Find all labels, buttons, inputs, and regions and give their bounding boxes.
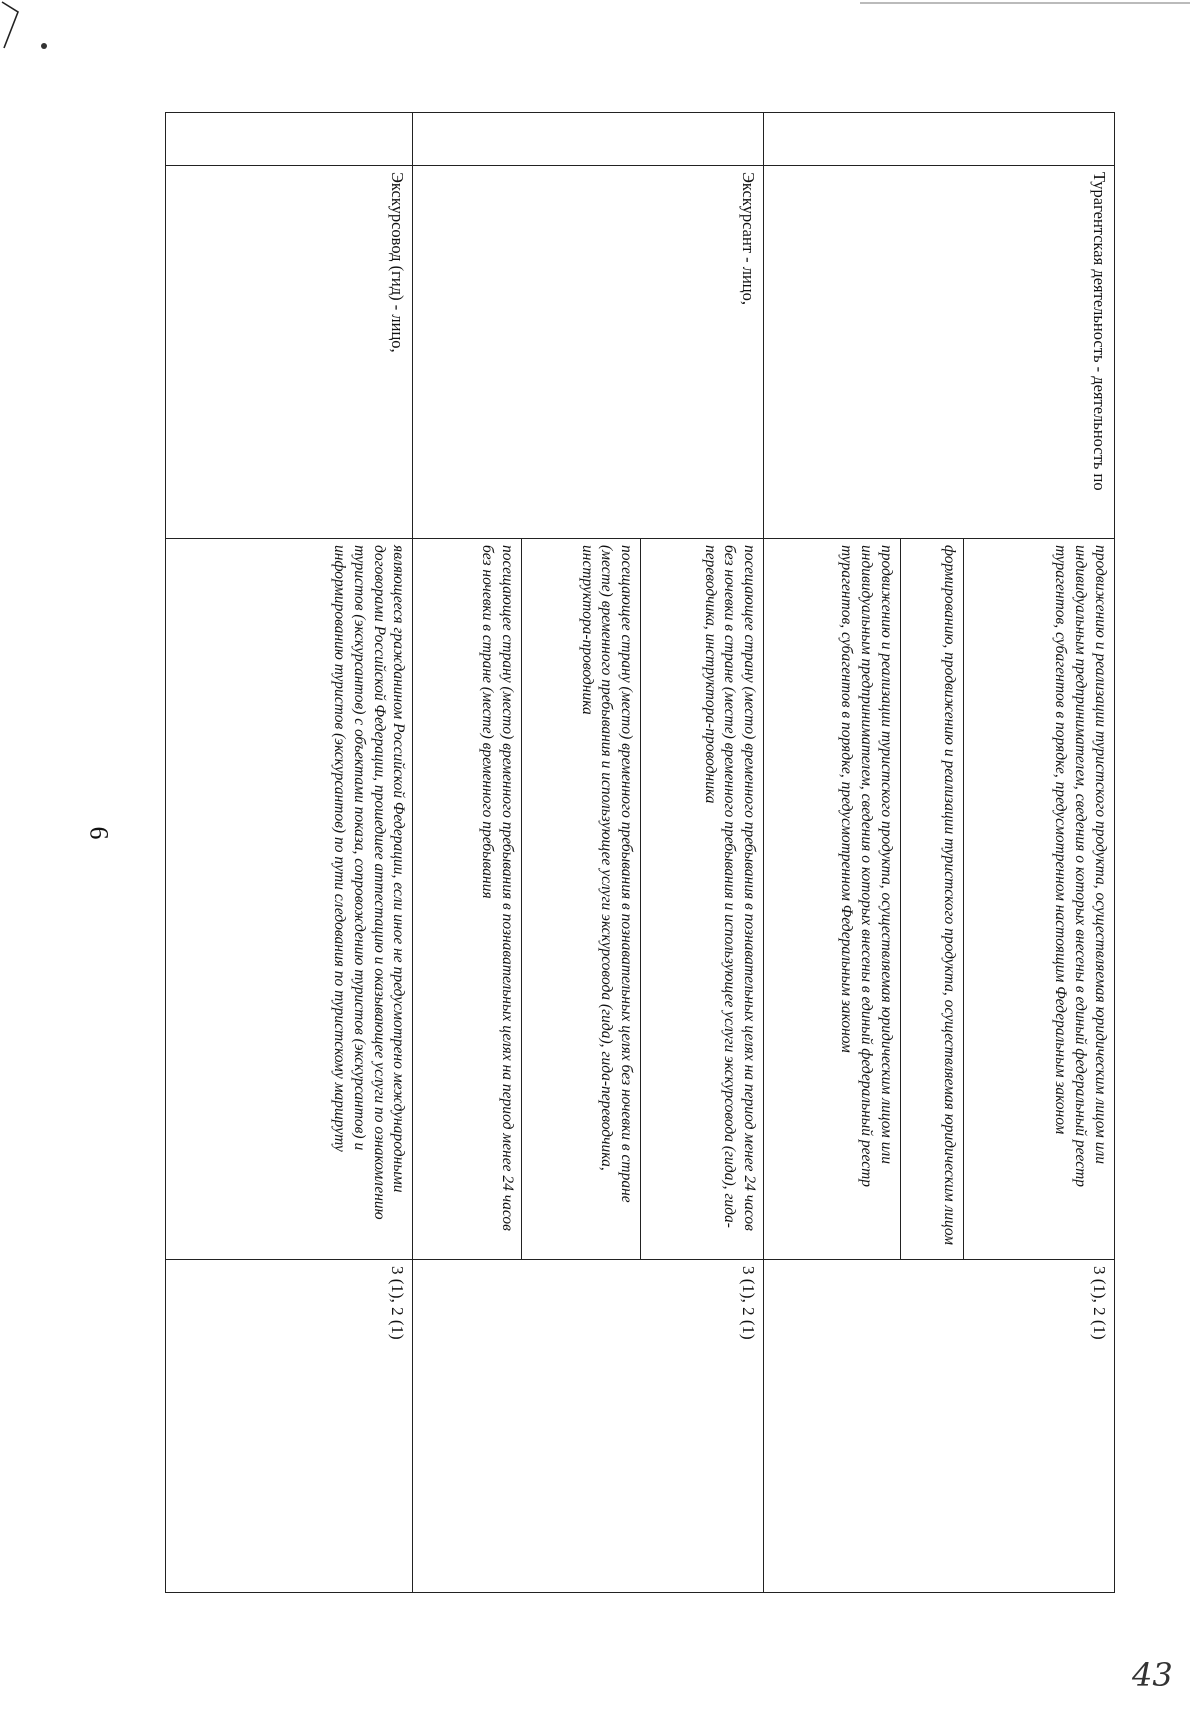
handwritten-number: 43 (1132, 1656, 1173, 1694)
scan-edge-line (860, 2, 1190, 4)
term-cell: Экскурсант - лицо, (413, 166, 764, 539)
definition-option: посещающее страну (место) временного пребывания в познавательных целях без ночевки в стране (месте) временного пребывания и использующее услуги экскурсовода (гида), гида-переводчика, инструктора-проводника (521, 539, 640, 1259)
definitions-cell: являющееся гражданином Российской Федерации, если иное не предусмотрено международными договорами Российской Федерации, прошедшее аттестацию и оказывающее услуги по ознакомлению туристов (экскурсантов) с объектами показа, сопровождению туристов (экскурсантов) и информированию туристов (экскурсантов) по пути следования по туристскому маршруту (166, 539, 413, 1260)
page-number: 6 (84, 826, 114, 840)
definition-option: формированию, продвижению и реализации туристского продукта, осуществляемая юридическим лицом (900, 539, 963, 1259)
number-cell (413, 113, 764, 166)
table-row (413, 113, 764, 1593)
table-row (166, 113, 413, 1593)
definitions-table-rotated (165, 112, 1115, 1552)
term-cell: Экскурсовод (гид) - лицо, (166, 166, 413, 539)
number-cell (166, 113, 413, 166)
table-row (764, 113, 1115, 1593)
definition-option: продвижению и реализации туристского продукта, осуществляемая юридическим лицом или индивидуальным предпринимателем, сведения о которых внесены в единый федеральный реестр турагентов, субагентов в порядке, предусмотренном Федеральным законом (838, 545, 895, 1188)
definitions-table (165, 112, 1115, 1593)
definitions-cell (764, 539, 1115, 1260)
definition-option: посещающее страну (место) временного пребывания в познавательных целях на период менее 24 часов без ночевки в стране (месте) временного пребывания и использующее услуги экскурсовода (гида), гида-переводчика, инструктора-проводника (640, 539, 763, 1259)
scan-corner-mark (0, 0, 60, 60)
score-cell: 3 (1), 2 (1) (764, 1260, 1115, 1593)
number-cell (764, 113, 1115, 166)
score-cell: 3 (1), 2 (1) (166, 1260, 413, 1593)
rotated-table-container (165, 112, 1115, 1552)
term-cell: Турагентская деятельность - деятельность по (764, 166, 1115, 539)
score-cell: 3 (1), 2 (1) (413, 1260, 764, 1593)
definition-option: посещающее страну (место) временного пребывания в познавательных целях на период менее 24 часов без ночевки в стране (месте) временного пребывания (479, 545, 517, 1231)
definitions-cell (413, 539, 764, 1260)
definition-option: продвижению и реализации туристского продукта, осуществляемая юридическим лицом или индивидуальным предпринимателем, сведения о которых внесены в единый федеральный реестр турагентов, субагентов в порядке, предусмотренном настоящим Федеральным законом (963, 539, 1114, 1259)
